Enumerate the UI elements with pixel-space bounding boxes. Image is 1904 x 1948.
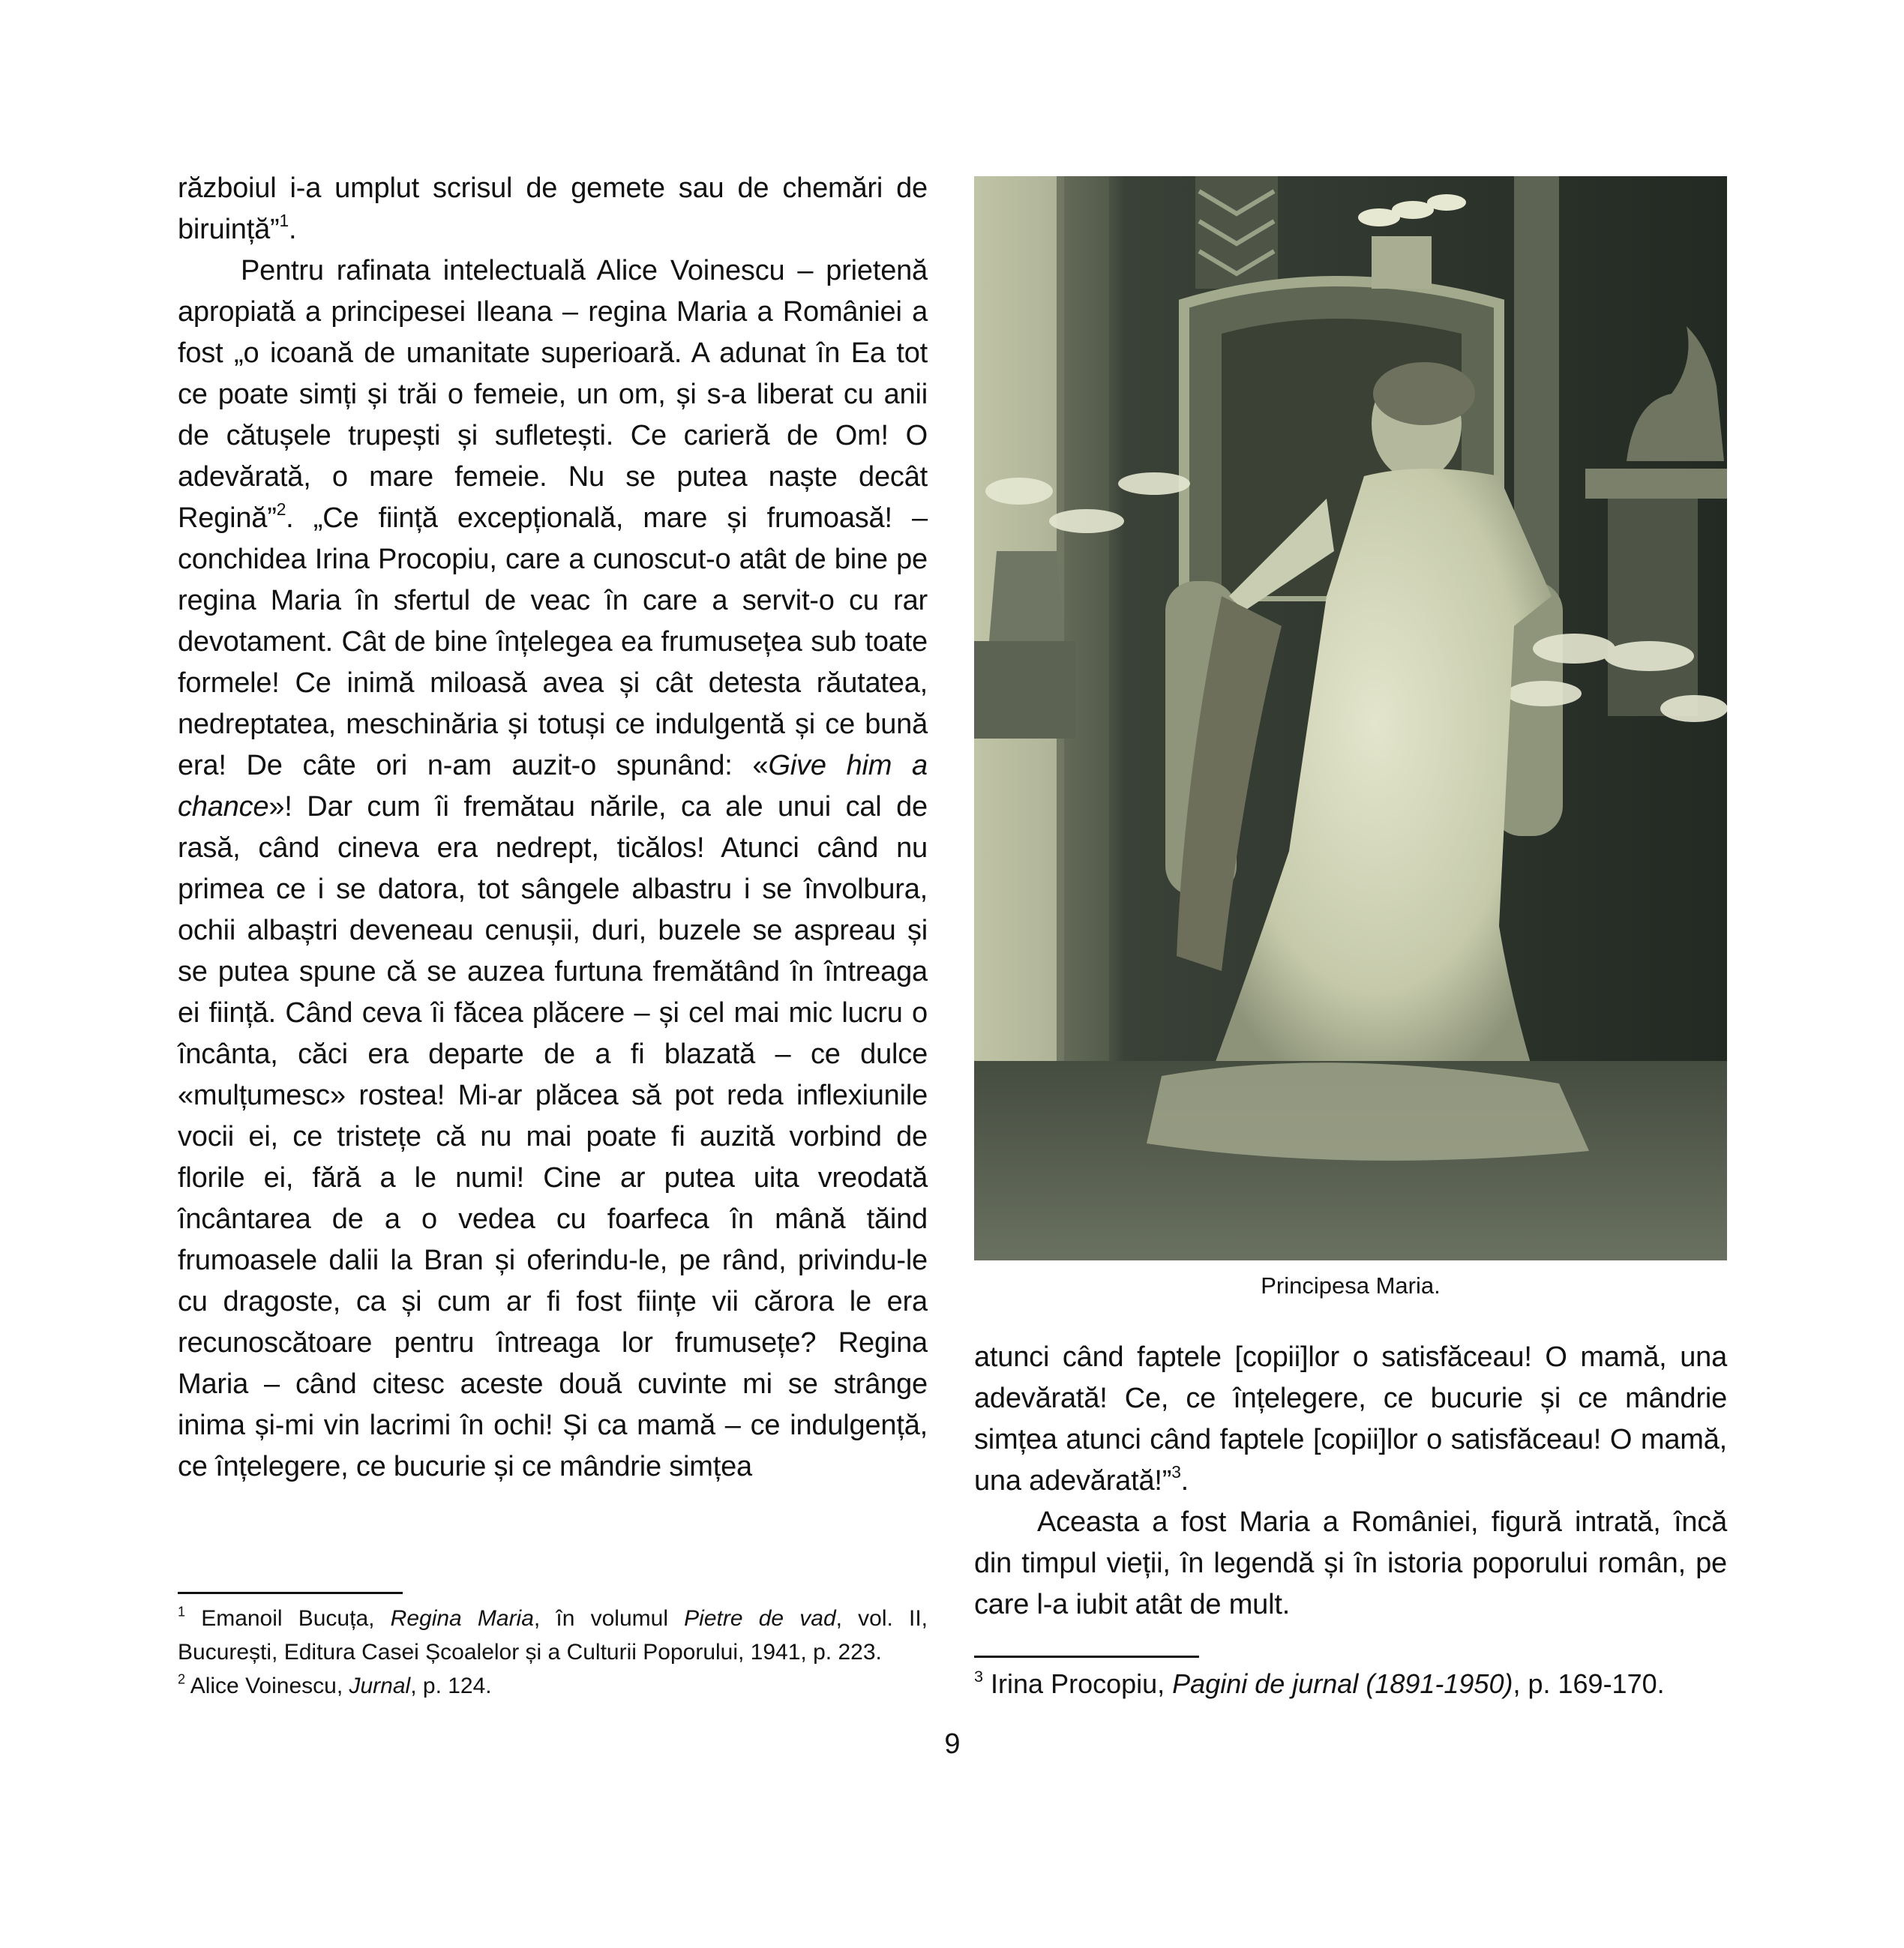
paragraph-tail: . xyxy=(1180,1465,1189,1497)
footnote-text: , p. 124. xyxy=(410,1674,492,1698)
footnote-text: , în volumul xyxy=(533,1606,685,1631)
paragraph xyxy=(178,250,928,1488)
footnote xyxy=(178,1669,928,1703)
paragraph-text: »! Dar cum îi fremătau nările, ca ale unui cal de rasă, când cineva era nedrept, ticălos! Atunci când nu primea ce i se datora, tot sângele albastru i se învolbura, ochii albaștri deveneau cenușii, duri, buzele se aspreau și se putea spune că se auzea furtuna fremătând în întreaga ei ființă. Când ceva îi făcea plăcere – și cel mai mic lucru o încânta, căci era departe de a fi blazată – ce dulce «mulțumesc» rostea! Mi-ar plăcea să pot reda inflexiunile vocii ei, ce tristețe că nu mai poate fi auzită vorbind de florile ei, fără a le numi! Cine ar putea uita vreodată încântarea de a o vedea cu foarfeca în mână tăind frumoasele dalii la Bran și oferindu-le, pe rând, privindu-le cu dragoste, ca și cum ar fi fost ființe vii cărora le era recunoscătoare pentru întreaga lor frumusețe? Regina Maria – când citesc aceste două cuvinte mi se strânge inima și-mi vin lacrimi în ochi! Și ca mamă – ce indulgență, ce înțelegere, ce bucurie și ce mândrie simțea xyxy=(178,791,928,1482)
portrait-photo-image xyxy=(974,176,1727,1260)
right-column xyxy=(974,168,1727,1703)
page-columns xyxy=(178,168,1727,1703)
paragraph-text: . „Ce ființă excepțională, mare și frumoasă! – conchidea Irina Procopiu, care a cunoscut-o atât de bine pe regina Maria în sfertul de veac în care a servit-o cu rar devotament. Cât de bine înțelegea ea frumusețea sub toate formele! Ce inimă miloasă avea și cât detesta răutatea, nedreptatea, meschinăria și totuși ce indulgentă și ce bună era! De câte ori n-am auzit-o spunând: « xyxy=(178,502,928,781)
page-number: 9 xyxy=(944,1728,961,1760)
paragraph-tail: . xyxy=(288,214,297,245)
portrait-photo xyxy=(974,176,1727,1260)
paragraph xyxy=(178,168,928,250)
left-column-text xyxy=(178,168,928,1488)
footnote-text: , vol. II, București, Editura Casei Școalelor și a Culturii Poporului, 1941, p. 223. xyxy=(178,1606,928,1665)
footnote-ref[interactable]: 2 xyxy=(276,499,286,520)
footnote-text: Emanoil Bucuța, xyxy=(201,1606,391,1631)
figure-caption: Principesa Maria. xyxy=(1261,1272,1441,1299)
footnote-text: , p. 169-170. xyxy=(1513,1668,1665,1699)
right-column-text xyxy=(974,1337,1727,1626)
footnote-title: Regina Maria xyxy=(390,1606,534,1631)
footnote-number: 3 xyxy=(974,1666,984,1686)
footnote-number: 2 xyxy=(178,1671,186,1687)
footnote-title: Jurnal xyxy=(349,1674,411,1698)
footnote-text: Alice Voinescu, xyxy=(190,1674,349,1698)
paragraph-text: Pentru rafinata intelectuală Alice Voinescu – prietenă apropiată a principesei Ileana – regina Maria a României a fost „o icoană de umanitate superioară. A adunat în Ea tot ce poate simți și trăi o femeie, un om, și s-a liberat cu anii de cătușele trupești și sufletești. Ce carieră de Om! O adevărată, o mare femeie. Nu se putea naște decât Regină” xyxy=(178,255,928,534)
italic-quote: Give him a chance xyxy=(178,750,928,823)
footnote-separator xyxy=(178,1592,403,1594)
footnote-number: 1 xyxy=(178,1604,186,1620)
footnotes-left xyxy=(178,1602,928,1703)
footnotes-left-block xyxy=(178,1562,928,1703)
paragraph xyxy=(974,1502,1727,1626)
footnote-separator xyxy=(974,1656,1199,1658)
footnote-text: Irina Procopiu, xyxy=(991,1668,1173,1699)
footnote-ref[interactable]: 1 xyxy=(279,211,289,231)
footnote xyxy=(178,1602,928,1669)
paragraph-text: războiul i-a umplut scrisul de gemete sau de chemări de biruință” xyxy=(178,172,928,245)
footnote xyxy=(974,1665,1727,1703)
footnote-title: Pagini de jurnal (1891-1950) xyxy=(1172,1668,1513,1699)
paragraph-text: atunci când faptele [copii]lor o satisfăceau! O mamă, una adevărată! Ce, ce înțelegere, ce bucurie și ce mândrie simțea atunci când faptele [copii]lor o satisfăceau! O mamă, una adevărată!” xyxy=(974,1341,1727,1497)
footnotes-right-block xyxy=(974,1626,1727,1703)
left-column xyxy=(178,168,928,1703)
footnote-ref[interactable]: 3 xyxy=(1171,1462,1181,1482)
footnotes-right xyxy=(974,1665,1727,1703)
paragraph xyxy=(974,1337,1727,1502)
footnote-title: Pietre de vad xyxy=(684,1606,836,1631)
paragraph-text: Aceasta a fost Maria a României, figură intrată, încă din timpul vieții, în legendă și în istoria poporului român, pe care l-a iubit atât de mult. xyxy=(974,1506,1727,1620)
